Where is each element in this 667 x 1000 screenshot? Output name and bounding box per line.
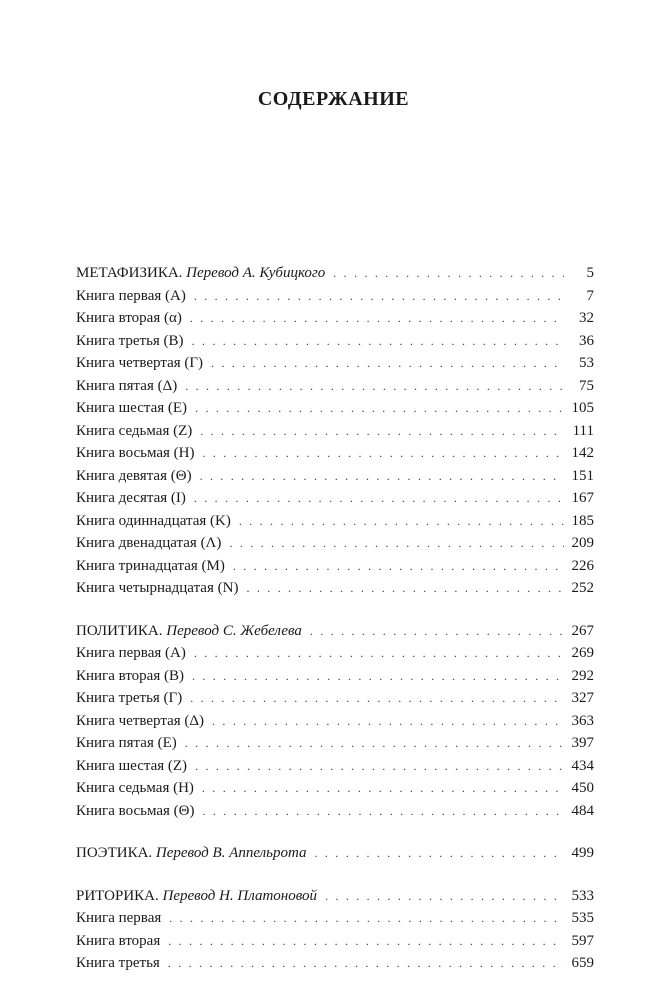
toc-entry-label: Книга шестая (E) [76, 400, 188, 416]
toc-section-heading[interactable] [76, 620, 594, 643]
toc-entry[interactable] [76, 307, 594, 330]
toc-entry[interactable] [76, 777, 594, 800]
dot-leader [195, 397, 564, 420]
page-number: 142 [571, 445, 594, 461]
toc-section-label [76, 620, 302, 643]
toc-entry[interactable] [76, 732, 594, 755]
page-number: 535 [571, 910, 594, 926]
toc-section [76, 262, 594, 600]
toc-entry[interactable] [76, 330, 594, 353]
toc-section [76, 885, 594, 975]
dot-leader [229, 532, 564, 555]
toc-entry-label: Книга седьмая (H) [76, 780, 194, 796]
translator-credit: Перевод Н. Платоновой [162, 887, 318, 904]
dot-leader [211, 352, 564, 375]
page-number: 36 [579, 332, 594, 349]
toc-section-heading[interactable] [76, 885, 594, 908]
toc-entry-label: Книга вторая [76, 932, 161, 949]
toc-entry-label: Книга восьмая (Θ) [76, 802, 195, 819]
toc-entry-label: Книга пятая (E) [76, 735, 177, 751]
page-number: 252 [571, 580, 594, 596]
toc-entry-label: Книга восьмая (H) [76, 445, 195, 461]
toc-entry[interactable] [76, 710, 594, 733]
page-number: 226 [571, 557, 594, 574]
toc-entry-label: Книга четвертая (Г) [76, 355, 204, 371]
translator-credit: Перевод А. Кубицкого [186, 265, 326, 281]
toc-entry[interactable] [76, 442, 594, 465]
toc-section-label [76, 262, 325, 285]
page-number: 533 [571, 887, 594, 904]
toc-entry[interactable] [76, 755, 594, 778]
dot-leader [169, 907, 564, 930]
toc-section-heading[interactable] [76, 842, 594, 865]
page-number: 151 [571, 467, 594, 484]
toc-section-label [76, 842, 307, 865]
toc-entry-label: Книга первая (A) [76, 645, 186, 661]
toc-entry[interactable] [76, 352, 594, 375]
toc-entry-label: Книга третья (Г) [76, 690, 183, 706]
page-number: 267 [571, 622, 594, 639]
toc-entry-label: Книга десятая (I) [76, 490, 186, 506]
page-number: 111 [572, 422, 594, 439]
dot-leader [325, 885, 564, 908]
page-title: СОДЕРЖАНИЕ [257, 88, 410, 110]
dot-leader [239, 510, 564, 533]
toc-entry[interactable] [76, 665, 594, 688]
toc-entry-label: Книга вторая (α) [76, 310, 182, 326]
page-number: 292 [571, 667, 594, 684]
dot-leader [192, 330, 564, 353]
toc-section [76, 842, 594, 865]
page-number: 53 [579, 355, 594, 371]
toc-entry[interactable] [76, 577, 594, 600]
toc-entry[interactable] [76, 465, 594, 488]
translator-credit: Перевод С. Жебелева [166, 622, 302, 639]
page-number: 269 [571, 645, 594, 661]
toc-entry-label: Книга первая (A) [76, 287, 186, 304]
work-title: МЕТАФИЗИКА. [76, 265, 183, 281]
toc-entry-label: Книга тринадцатая (M) [76, 557, 225, 574]
toc-entry-label: Книга третья [76, 955, 160, 971]
dot-leader [190, 307, 564, 330]
toc-entry-label: Книга девятая (Θ) [76, 467, 192, 484]
page-number: 7 [586, 287, 594, 304]
toc-entry[interactable] [76, 952, 594, 975]
dot-leader [168, 952, 564, 975]
page-number: 363 [571, 712, 594, 729]
dot-leader [203, 800, 565, 823]
dot-leader [192, 665, 564, 688]
translator-credit: Перевод В. Аппельрота [155, 845, 307, 861]
toc-entry-label: Книга четырнадцатая (N) [76, 580, 239, 596]
dot-leader [194, 285, 564, 308]
dot-leader [246, 577, 564, 600]
toc-entry[interactable] [76, 397, 594, 420]
page-number: 185 [571, 512, 594, 529]
toc-entry-label: Книга третья (B) [76, 332, 184, 349]
dot-leader [185, 732, 564, 755]
toc-entry[interactable] [76, 642, 594, 665]
toc-entry-label: Книга одиннадцатая (K) [76, 512, 231, 529]
toc-entry-label: Книга вторая (B) [76, 667, 184, 684]
toc-entry-label: Книга седьмая (Z) [76, 422, 193, 439]
toc-entry[interactable] [76, 930, 594, 953]
dot-leader [194, 487, 564, 510]
page-number: 209 [571, 535, 594, 551]
page-number: 5 [586, 265, 594, 281]
page-number: 105 [571, 400, 594, 416]
dot-leader [200, 420, 564, 443]
page-number: 434 [571, 757, 594, 774]
dot-leader [195, 755, 564, 778]
work-title: РИТОРИКА. [76, 887, 159, 904]
dot-leader [315, 842, 565, 865]
work-title: ПОЛИТИКА. [76, 622, 163, 639]
page-number: 397 [571, 735, 594, 751]
dot-leader [202, 777, 564, 800]
page-number: 484 [571, 802, 594, 819]
toc-entry[interactable] [76, 532, 594, 555]
toc-entry[interactable] [76, 510, 594, 533]
page-number: 32 [579, 310, 594, 326]
toc-entry[interactable] [76, 487, 594, 510]
dot-leader [194, 642, 564, 665]
dot-leader [190, 687, 564, 710]
toc-entry-label: Книга пятая (Δ) [76, 377, 178, 394]
dot-leader [200, 465, 564, 488]
toc-section-heading[interactable] [76, 262, 594, 285]
work-title: ПОЭТИКА. [76, 845, 153, 861]
toc-entry-label: Книга двенадцатая (Λ) [76, 535, 222, 551]
dot-leader [185, 375, 564, 398]
toc-entry-label: Книга четвертая (Δ) [76, 712, 205, 729]
toc-section [76, 620, 594, 823]
toc-entry[interactable] [76, 375, 594, 398]
page-number: 75 [579, 377, 594, 394]
toc-entry-label: Книга первая [76, 910, 162, 926]
toc-entry[interactable] [76, 555, 594, 578]
dot-leader [168, 930, 564, 953]
page-number: 499 [571, 845, 594, 861]
dot-leader [203, 442, 565, 465]
toc-entry-label: Книга шестая (Z) [76, 757, 188, 774]
dot-leader [233, 555, 564, 578]
page-number: 597 [571, 932, 594, 949]
dot-leader [212, 710, 564, 733]
toc-section-label [76, 885, 317, 908]
table-of-contents [76, 262, 594, 975]
page-number: 327 [571, 690, 594, 706]
page-number: 450 [571, 780, 594, 796]
dot-leader [333, 262, 564, 285]
toc-entry[interactable] [76, 907, 594, 930]
page-number: 167 [571, 490, 594, 506]
toc-entry[interactable] [76, 285, 594, 308]
dot-leader [310, 620, 564, 643]
toc-entry[interactable] [76, 420, 594, 443]
toc-entry[interactable] [76, 687, 594, 710]
page-number: 659 [571, 955, 594, 971]
toc-entry[interactable] [76, 800, 594, 823]
